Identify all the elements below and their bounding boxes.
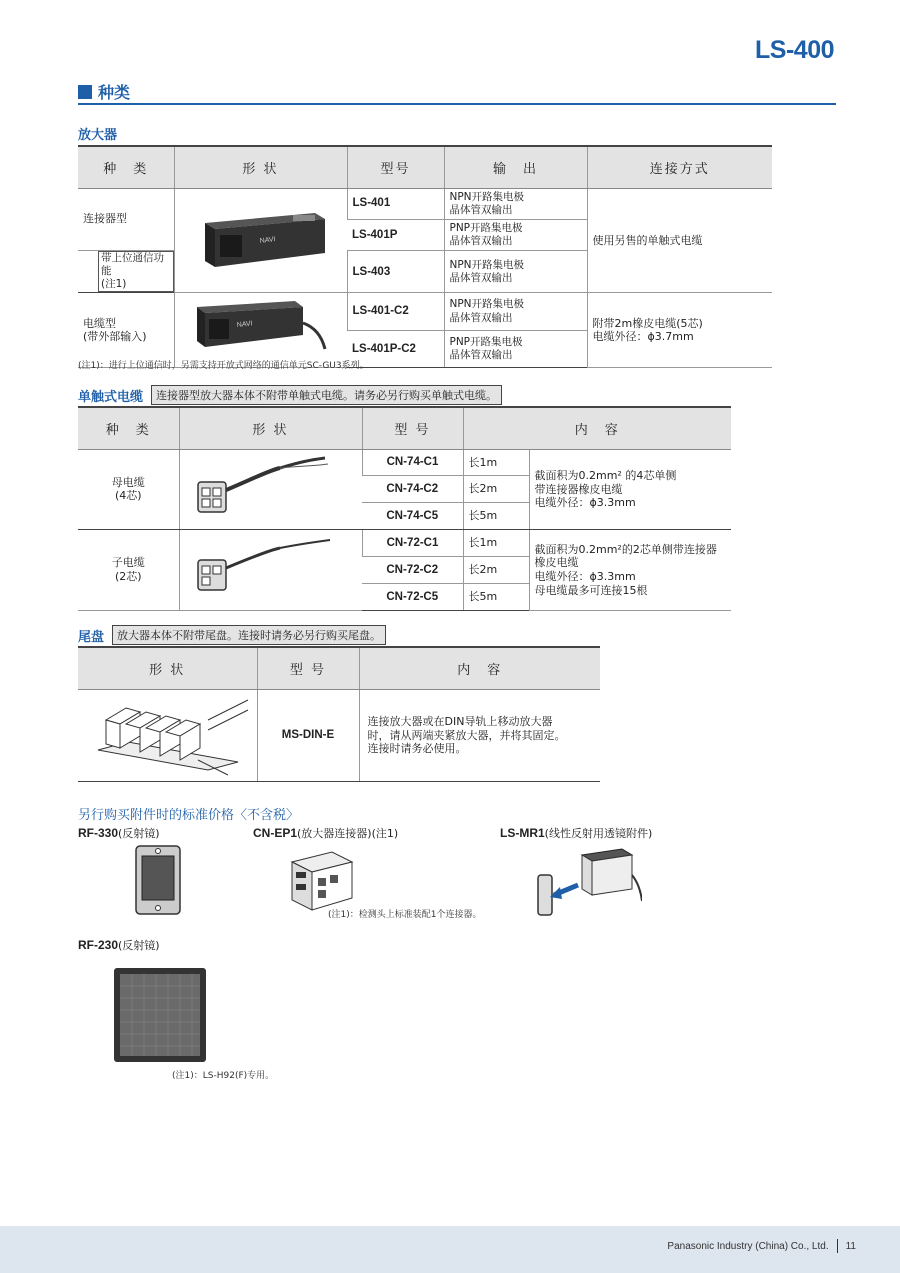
length-cell: 长1m	[463, 530, 529, 557]
connector-cable-image	[180, 530, 362, 606]
model-cell: CN-72-C1	[362, 530, 463, 557]
desc-cell: 截面积为0.2mm²的2芯单侧带连接器 橡皮电缆 电缆外径：ϕ3.3mm 母电缆最多可连接15根	[529, 530, 731, 611]
amplifier-table	[78, 145, 772, 368]
col-content: 内 容	[463, 407, 731, 449]
length-cell: 长1m	[463, 449, 529, 476]
col-shape: 形 状	[179, 407, 362, 449]
male-cable-image	[179, 530, 362, 611]
rf230-note: (注1)：LS-H92(F)专用。	[172, 1071, 275, 1081]
model-cell: CN-74-C2	[362, 476, 463, 503]
type-connector: 连接器型	[78, 188, 174, 251]
connector-cable-image	[180, 450, 362, 526]
model-cell: LS-401P	[347, 219, 444, 250]
length-cell: 长5m	[463, 584, 529, 611]
desc-cell: 连接放大器或在DIN导轨上移动放大器 时，请从两端夹紧放大器，并将其固定。 连接时请务必使用。	[359, 689, 600, 782]
col-model: 型 号	[257, 647, 359, 689]
acc-cnep1-label: CN-EP1(放大器连接器)(注1)	[253, 826, 399, 840]
section-heading	[78, 80, 130, 103]
lens-attachment-image	[532, 845, 642, 923]
square-icon	[78, 85, 92, 99]
model-cell: LS-403	[347, 251, 444, 293]
svg-text:NAVI: NAVI	[235, 320, 253, 330]
cable-note: 连接器型放大器本体不附带单触式电缆。请务必另行购买单触式电缆。	[151, 385, 502, 405]
female-cable-image	[179, 449, 362, 530]
model-cell: LS-401P-C2	[347, 330, 444, 367]
conn-cell: 使用另售的单触式电缆	[587, 188, 772, 293]
output-cell: PNP开路集电极 晶体管双输出	[444, 330, 587, 367]
length-cell: 长2m	[463, 476, 529, 503]
cable-table	[78, 406, 731, 611]
col-content: 内 容	[359, 647, 600, 689]
col-connection: 连接方式	[587, 146, 772, 188]
output-cell: NPN开路集电极 晶体管双输出	[444, 293, 587, 330]
amp-image-2	[174, 293, 347, 368]
footer	[667, 1239, 856, 1253]
divider	[78, 103, 836, 105]
amplifier-cable-image	[175, 293, 347, 363]
acc-rf230-label: RF-230(反射镜)	[78, 938, 160, 952]
model-cell: CN-74-C5	[362, 503, 463, 530]
svg-text:NAVI: NAVI	[258, 235, 276, 245]
model-cell: LS-401	[347, 188, 444, 219]
section-title: 种类	[98, 83, 131, 102]
reflector-image	[130, 842, 186, 918]
col-model: 型 号	[362, 407, 463, 449]
length-cell: 长5m	[463, 503, 529, 530]
accessories-heading: 另行购买附件时的标准价格〈不含税〉	[78, 808, 300, 823]
endplate-note: 放大器本体不附带尾盘。连接时请务必另行购买尾盘。	[112, 625, 386, 645]
type-cable: 电缆型 (带外部输入)	[78, 293, 174, 368]
length-cell: 长2m	[463, 557, 529, 584]
company-name: Panasonic Industry (China) Co., Ltd.	[667, 1240, 829, 1252]
amplifier-image	[175, 193, 347, 285]
col-output: 输 出	[444, 146, 587, 188]
model-cell: CN-74-C1	[362, 449, 463, 476]
cable-heading: 单触式电缆	[78, 389, 144, 405]
acc-lsmr1-label: LS-MR1(线性反射用透镜附件)	[500, 826, 653, 840]
amp-image-1	[174, 188, 347, 293]
desc-cell: 截面积为0.2mm² 的4芯单侧 带连接器橡皮电缆 电缆外径：ϕ3.3mm	[529, 449, 731, 530]
endplate-heading: 尾盘	[78, 629, 105, 645]
col-shape: 形 状	[174, 146, 347, 188]
endplate-table	[78, 646, 600, 782]
connector-image	[282, 842, 362, 914]
output-cell: NPN开路集电极 晶体管双输出	[444, 188, 587, 219]
footer-divider	[837, 1239, 838, 1253]
female-cable-type: 母电缆 (4芯)	[78, 449, 179, 530]
endplate-heading-row	[78, 625, 386, 645]
model-cell: LS-401-C2	[347, 293, 444, 330]
output-cell: NPN开路集电极 晶体管双输出	[444, 251, 587, 293]
cnep1-note: (注1)：检测头上标准装配1个连接器。	[328, 910, 482, 920]
output-cell: PNP开路集电极 晶体管双输出	[444, 219, 587, 250]
col-shape: 形 状	[78, 647, 257, 689]
model-title: LS-400	[755, 36, 834, 64]
page-number: 11	[845, 1240, 856, 1252]
conn-cell: 附带2m橡皮电缆(5芯) 电缆外径：ϕ3.7mm	[587, 293, 772, 368]
col-type: 种 类	[78, 407, 179, 449]
model-cell: CN-72-C2	[362, 557, 463, 584]
comm-cell	[78, 251, 174, 293]
endplate-image	[78, 690, 256, 778]
male-cable-type: 子电缆 (2芯)	[78, 530, 179, 611]
comm-tag: 带上位通信功能 (注1)	[98, 251, 174, 292]
amplifier-note: (注1)：进行上位通信时，另需支持开放式网络的通信单元SC-GU3系列。	[78, 361, 369, 371]
amplifier-heading: 放大器	[78, 128, 118, 143]
col-type: 种 类	[78, 146, 174, 188]
cable-heading-row	[78, 385, 502, 405]
model-cell: CN-72-C5	[362, 584, 463, 611]
model-cell: MS-DIN-E	[257, 689, 359, 782]
col-model: 型号	[347, 146, 444, 188]
large-reflector-image	[112, 966, 212, 1068]
acc-rf330-label: RF-330(反射镜)	[78, 826, 160, 840]
endplate-image-cell	[78, 689, 257, 782]
